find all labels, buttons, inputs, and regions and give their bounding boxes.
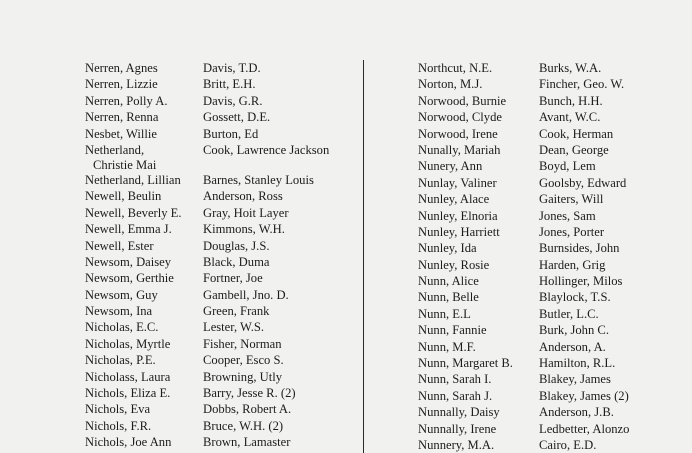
bride-name-text: Nerren, Agnes bbox=[85, 61, 158, 75]
groom-name: Anderson, A. bbox=[539, 339, 606, 354]
bride-name-text: Nichols, Eva bbox=[85, 402, 151, 417]
bride-name-text: Nunley, Rosie bbox=[418, 257, 490, 272]
groom-name: Black, Duma bbox=[203, 254, 270, 269]
bride-name-text: Nichols, Eliza E. bbox=[85, 386, 171, 401]
bride-name bbox=[85, 369, 170, 385]
groom-name: Ledbetter, Alonzo bbox=[539, 421, 630, 436]
bride-name bbox=[418, 175, 497, 191]
bride-name-text: Newell, Emma J. bbox=[85, 222, 172, 237]
groom-name: Lester, W.S. bbox=[203, 320, 265, 335]
bride-name bbox=[85, 336, 170, 352]
bride-name-text: Nunnally, Irene bbox=[418, 421, 497, 436]
bride-name bbox=[418, 322, 487, 338]
bride-name-text: Newell, Beulin bbox=[85, 189, 162, 204]
groom-name: Dean, George bbox=[539, 142, 609, 157]
bride-name bbox=[418, 76, 482, 92]
groom-name: Boyd, Lem bbox=[539, 159, 596, 174]
bride-name bbox=[418, 93, 506, 109]
groom-name: Davis, T.D. bbox=[203, 61, 261, 75]
groom-name: Blakey, James (2) bbox=[539, 388, 629, 403]
bride-name-text: Nunn, Alice bbox=[418, 274, 479, 289]
bride-name bbox=[418, 158, 482, 174]
bride-name bbox=[85, 205, 182, 221]
groom-name: Kimmons, W.H. bbox=[203, 222, 285, 237]
bride-name-text: Nunley, Elnoria bbox=[418, 208, 498, 223]
bride-name-text: Nicholas, Myrtle bbox=[85, 336, 171, 351]
bride-name bbox=[418, 437, 494, 453]
bride-name-text: Nunn, M.F. bbox=[418, 339, 476, 354]
bride-name-text: Nunn, Margaret B. bbox=[418, 356, 513, 371]
bride-name-text: Newsom, Daisey bbox=[85, 254, 172, 269]
bride-name bbox=[418, 339, 476, 355]
groom-name: Burton, Ed bbox=[203, 126, 259, 141]
groom-name: Green, Frank bbox=[203, 304, 270, 319]
bride-name bbox=[418, 126, 498, 142]
bride-name-continuation: Christie Mai bbox=[93, 158, 157, 173]
bride-name bbox=[418, 421, 496, 437]
bride-name-text: Norwood, Clyde bbox=[418, 110, 502, 125]
bride-name bbox=[418, 355, 513, 371]
bride-name-text: Northcut, N.E. bbox=[418, 61, 493, 75]
bride-name bbox=[418, 240, 477, 256]
bride-name bbox=[418, 60, 492, 76]
groom-name: Gossett, D.E. bbox=[203, 110, 271, 125]
groom-name: Gaiters, Will bbox=[539, 192, 604, 207]
groom-name: Hamilton, R.L. bbox=[539, 356, 616, 371]
bride-name-text: Norton, M.J. bbox=[418, 77, 483, 92]
groom-name: Hollinger, Milos bbox=[539, 274, 623, 289]
bride-name bbox=[85, 221, 172, 237]
bride-name-text: Nunlay, Valiner bbox=[418, 175, 497, 190]
groom-name: Dobbs, Robert A. bbox=[203, 402, 292, 417]
groom-name: Fortner, Joe bbox=[203, 271, 263, 286]
groom-name: Avant, W.C. bbox=[539, 110, 601, 125]
bride-name bbox=[85, 401, 150, 417]
bride-name-text: Nunn, Belle bbox=[418, 290, 479, 305]
bride-name-text: Nunn, Sarah J. bbox=[418, 388, 493, 403]
bride-name-text: Nicholas, P.E. bbox=[85, 353, 156, 368]
bride-name-text: Nichols, F.R. bbox=[85, 418, 152, 433]
bride-name bbox=[85, 76, 158, 92]
groom-name: Cairo, E.D. bbox=[539, 437, 597, 452]
groom-name: Jones, Sam bbox=[539, 208, 596, 223]
bride-name bbox=[85, 172, 181, 188]
bride-name bbox=[418, 404, 500, 420]
bride-name-text: Nunn, Fannie bbox=[418, 323, 487, 338]
bride-name bbox=[85, 270, 174, 286]
column-divider bbox=[363, 60, 364, 453]
groom-name: Douglas, J.S. bbox=[203, 238, 270, 253]
bride-name bbox=[85, 434, 171, 450]
bride-name-text: Nesbet, Willie bbox=[85, 126, 158, 141]
bride-name bbox=[85, 188, 161, 204]
bride-name-text: Nerren, Lizzie bbox=[85, 77, 158, 92]
bride-name-text: Nunley, Ida bbox=[418, 241, 477, 256]
bride-name-text: Nicholass, Laura bbox=[85, 369, 171, 384]
bride-name bbox=[418, 289, 479, 305]
bride-name bbox=[418, 273, 479, 289]
bride-name-text: Nerren, Renna bbox=[85, 110, 159, 125]
bride-name bbox=[85, 385, 170, 401]
groom-name: Fisher, Norman bbox=[203, 336, 282, 351]
bride-name-text: Newsom, Ina bbox=[85, 304, 153, 319]
bride-name-text: Nunley, Alace bbox=[418, 192, 490, 207]
bride-name bbox=[85, 287, 158, 303]
groom-name: Gray, Hoit Layer bbox=[203, 205, 289, 220]
groom-name: Blaylock, T.S. bbox=[539, 290, 611, 305]
groom-name: Anderson, Ross bbox=[203, 189, 283, 204]
bride-name-text: Nichols, Joe Ann bbox=[85, 435, 172, 450]
bride-name-text: Nunn, Sarah I. bbox=[418, 372, 492, 387]
bride-name-text: Newsom, Guy bbox=[85, 287, 158, 302]
bride-name bbox=[85, 352, 156, 368]
groom-name: Browning, Utly bbox=[203, 369, 283, 384]
bride-name bbox=[85, 303, 152, 319]
bride-name-text: Nunnally, Daisy bbox=[418, 405, 500, 420]
bride-name bbox=[418, 257, 489, 273]
bride-name bbox=[418, 191, 489, 207]
groom-name: Brown, Lamaster bbox=[203, 435, 291, 450]
bride-name bbox=[85, 254, 171, 270]
groom-name: Davis, G.R. bbox=[203, 93, 263, 108]
bride-name bbox=[418, 306, 471, 322]
bride-name bbox=[418, 388, 492, 404]
bride-name bbox=[418, 224, 500, 240]
groom-name: Barnes, Stanley Louis bbox=[203, 172, 314, 187]
groom-name: Goolsby, Edward bbox=[539, 175, 627, 190]
bride-name-text: Newell, Beverly E. bbox=[85, 205, 182, 220]
bride-name bbox=[418, 371, 491, 387]
groom-name: Burk, John C. bbox=[539, 323, 609, 338]
groom-name: Anderson, J.B. bbox=[539, 405, 614, 420]
groom-name: Barry, Jesse R. (2) bbox=[203, 386, 296, 401]
groom-name: Burnsides, John bbox=[539, 241, 620, 256]
bride-name bbox=[418, 142, 500, 158]
groom-name: Harden, Grig bbox=[539, 257, 606, 272]
bride-name-text: Norwood, Irene bbox=[418, 126, 498, 141]
bride-name bbox=[85, 126, 157, 142]
groom-name: Bruce, W.H. (2) bbox=[203, 418, 284, 433]
bride-name bbox=[85, 319, 158, 335]
bride-name bbox=[85, 109, 158, 125]
bride-name-text: Nerren, Polly A. bbox=[85, 93, 168, 108]
bride-name bbox=[418, 208, 498, 224]
bride-name bbox=[85, 142, 156, 172]
bride-name bbox=[85, 60, 158, 76]
bride-name-text: Newsom, Gerthie bbox=[85, 271, 174, 286]
groom-name: Cook, Lawrence Jackson bbox=[203, 142, 330, 157]
bride-name-text: Netherland, Lillian bbox=[85, 172, 181, 187]
groom-name: Jones, Porter bbox=[539, 224, 605, 239]
groom-name: Britt, E.H. bbox=[203, 77, 256, 92]
bride-name bbox=[418, 109, 502, 125]
bride-name-text: Norwood, Burnie bbox=[418, 93, 507, 108]
groom-name: Burks, W.A. bbox=[539, 61, 602, 75]
groom-name: Butler, L.C. bbox=[539, 306, 599, 321]
groom-name: Gambell, Jno. D. bbox=[203, 287, 289, 302]
groom-name: Cooper, Esco S. bbox=[203, 353, 284, 368]
bride-name-text: Nicholas, E.C. bbox=[85, 320, 159, 335]
bride-name-text: Newell, Ester bbox=[85, 238, 154, 253]
bride-name-text: Nunery, Ann bbox=[418, 159, 483, 174]
bride-name-text: Nunnery, M.A. bbox=[418, 437, 495, 452]
bride-name-text: Nunley, Harriett bbox=[418, 224, 500, 239]
bride-name-text: Nunally, Mariah bbox=[418, 142, 501, 157]
groom-name: Bunch, H.H. bbox=[539, 93, 603, 108]
groom-name: Cook, Herman bbox=[539, 126, 614, 141]
bride-name bbox=[85, 418, 151, 434]
bride-name-text: Nunn, E.L bbox=[418, 306, 471, 321]
bride-name-text: Netherland, bbox=[85, 142, 145, 157]
groom-name: Fincher, Geo. W. bbox=[539, 77, 625, 92]
groom-name: Blakey, James bbox=[539, 372, 611, 387]
bride-name bbox=[85, 93, 168, 109]
bride-name bbox=[85, 238, 154, 254]
